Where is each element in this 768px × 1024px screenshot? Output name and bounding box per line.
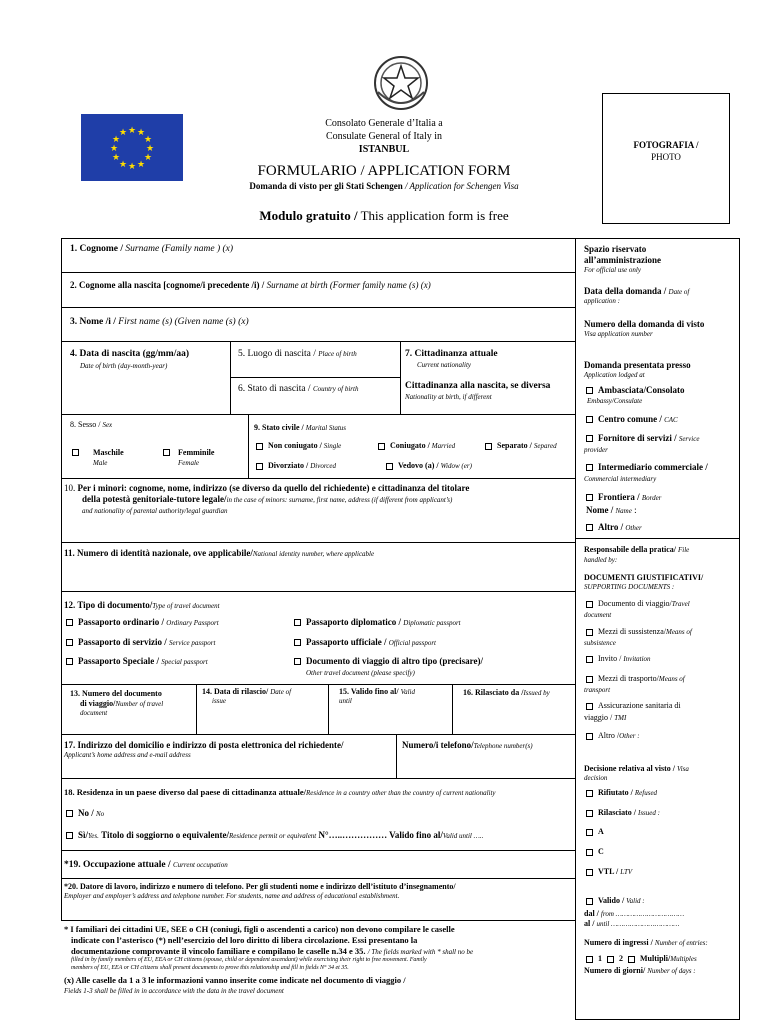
checkbox-border[interactable] bbox=[586, 494, 593, 501]
checkbox-male[interactable] bbox=[72, 449, 79, 456]
checkbox-ordinary[interactable] bbox=[66, 619, 73, 626]
official-title-1: Spazio riservato bbox=[584, 244, 647, 254]
checkbox-type-a[interactable] bbox=[586, 829, 593, 836]
checkbox-type-c[interactable] bbox=[586, 849, 593, 856]
svg-text:★: ★ bbox=[145, 144, 155, 154]
sb-docs-en: SUPPORTING DOCUMENTS : bbox=[584, 583, 675, 591]
sb-decision: Decisione relativa al visto / Visa bbox=[584, 764, 689, 773]
field-country-of-birth[interactable]: 6. Stato di nascita / Country of birth bbox=[238, 384, 359, 394]
svg-text:★: ★ bbox=[143, 153, 153, 163]
male-label-en: Male bbox=[93, 459, 108, 467]
sb-cac[interactable]: Centro comune / CAC bbox=[586, 414, 678, 424]
note-star-en-2: filled in by family members of EU, EEA or CH citizens (spouse, child or dependent ascendant) while exercising their right to free movement. Family bbox=[71, 957, 427, 963]
checkbox-provider[interactable] bbox=[586, 435, 593, 442]
sb-valid-until[interactable]: al / until …………………………… bbox=[584, 919, 680, 928]
sb-entries: Numero di ingressi / Number of entries: bbox=[584, 938, 708, 947]
sb-d-means[interactable]: Mezzi di sussistenza/Means of bbox=[586, 627, 692, 636]
svg-text:★: ★ bbox=[136, 128, 146, 138]
field-national-id[interactable]: 11. Numero di identità nazionale, ove applicabile/National identity number, where applicable bbox=[64, 548, 375, 558]
checkbox-official[interactable] bbox=[294, 639, 301, 646]
sb-number-en: Visa application number bbox=[584, 330, 653, 338]
subtitle-en: / Application for Schengen Visa bbox=[404, 181, 519, 191]
sb-provider[interactable]: Fornitore di servizi / Service bbox=[586, 433, 699, 443]
doc-other-en: Other travel document (please specify) bbox=[306, 669, 415, 677]
checkbox-embassy[interactable] bbox=[586, 387, 593, 394]
svg-text:★: ★ bbox=[127, 162, 137, 172]
sb-number: Numero della domanda di visto bbox=[584, 319, 705, 329]
sb-d-travel[interactable]: Documento di viaggio/Travel bbox=[586, 599, 690, 608]
note-x: (x) Alle caselle da 1 a 3 le informazioni vanno inserite come indicate nel documento di viaggio / bbox=[64, 975, 406, 985]
svg-text:★: ★ bbox=[118, 160, 128, 170]
checkbox-valid[interactable] bbox=[586, 898, 593, 905]
sb-other[interactable]: Altro / Other bbox=[586, 522, 642, 532]
marital-widow[interactable]: Vedovo (a) / Widow (er) bbox=[386, 461, 472, 470]
checkbox-diplomatic[interactable] bbox=[294, 619, 301, 626]
field-telephone[interactable]: Numero/i telefono/Telephone number(s) bbox=[402, 740, 533, 750]
sb-decision-en: decision bbox=[584, 774, 608, 782]
checkbox-other-docs[interactable] bbox=[586, 733, 593, 740]
marital-separated[interactable]: Separato / Separed bbox=[485, 441, 557, 450]
checkbox-issued[interactable] bbox=[586, 810, 593, 817]
doc-ordinary[interactable]: Passaporto ordinario / Ordinary Passport bbox=[66, 617, 219, 627]
checkbox-intermediary[interactable] bbox=[586, 464, 593, 471]
checkbox-separated[interactable] bbox=[485, 443, 492, 450]
marital-married[interactable]: Coniugato / Married bbox=[378, 441, 455, 450]
doc-other[interactable]: Documento di viaggio di altro tipo (precisare)/ bbox=[294, 656, 483, 666]
field-occupation[interactable]: *19. Occupazione attuale / Current occupation bbox=[64, 860, 228, 870]
field-issue-date[interactable]: 14. Data di rilascio/ Date of bbox=[202, 687, 292, 696]
field-nationality-at-birth[interactable]: Cittadinanza alla nascita, se diversa bbox=[405, 381, 551, 391]
field-surname[interactable]: 1. Cognome / Surname (Family name ) (x) bbox=[70, 244, 234, 254]
doc-diplomatic[interactable]: Passaporto diplomatico / Diplomatic passport bbox=[294, 617, 461, 627]
field-home-address[interactable]: 17. Indirizzo del domicilio e indirizzo di posta elettronica del richiedente/ bbox=[64, 740, 344, 750]
sb-lodged-en: Application lodged at bbox=[584, 371, 645, 379]
field-marital-label: 9. Stato civile / Marital Status bbox=[254, 423, 347, 432]
sb-d-insurance[interactable]: Assicurazione sanitaria di bbox=[586, 701, 681, 710]
free-en: This application form is free bbox=[360, 208, 509, 223]
field-nationality-at-birth-en: Nationality at birth, if different bbox=[405, 393, 492, 401]
checkbox-divorced[interactable] bbox=[256, 463, 263, 470]
sb-embassy-en: Embassy/Consulate bbox=[587, 397, 643, 405]
field-home-address-en: Applicant’s home address and e-mail address bbox=[64, 751, 191, 759]
sb-entries-options[interactable]: 1 2 Multipli/Multiples bbox=[586, 954, 697, 963]
field-doc-number-2: di viaggio/Number of travel bbox=[80, 699, 164, 708]
sb-intermediary[interactable]: Intermediario commerciale / bbox=[586, 462, 708, 472]
sb-type-c[interactable]: C bbox=[586, 847, 604, 856]
sb-issued[interactable]: Rilasciato / Issued : bbox=[586, 808, 660, 817]
checkbox-transport[interactable] bbox=[586, 676, 593, 683]
field-issue-date-en: issue bbox=[212, 697, 226, 705]
note-star-2: indicate con l’asterisco (*) nell’esercizio del loro diritto di libera circolazione. Essi presentano la bbox=[71, 935, 418, 945]
field-first-name[interactable]: 3. Nome /i / First name (s) (Given name (s) (x) bbox=[70, 317, 249, 327]
field-nationality[interactable]: 7. Cittadinanza attuale bbox=[405, 349, 498, 359]
doc-official[interactable]: Passaporto ufficiale / Official passport bbox=[294, 637, 436, 647]
field-residence: 18. Residenza in un paese diverso dal paese di cittadinanza attuale/Residence in a country other than the country of current nationality bbox=[64, 787, 496, 797]
checkbox-cac[interactable] bbox=[586, 416, 593, 423]
sb-d-transport-en: transport bbox=[584, 686, 611, 694]
checkbox-travel-doc[interactable] bbox=[586, 601, 593, 608]
svg-text:★: ★ bbox=[111, 135, 121, 145]
sb-refused[interactable]: Rifiutato / Refused bbox=[586, 788, 657, 797]
field-minor-guardian[interactable]: 10. Per i minori: cognome, nome, indirizzo (se diverso da quello del richiedente) e cittadinanza del titolare bbox=[64, 483, 470, 493]
checkbox-residence-no[interactable] bbox=[66, 810, 73, 817]
sb-handled-en: handled by: bbox=[584, 556, 618, 564]
official-title-2: all’amministrazione bbox=[584, 255, 661, 265]
sb-d-other[interactable]: Altro /Other : bbox=[586, 731, 640, 740]
svg-text:★: ★ bbox=[109, 144, 119, 154]
field-doc-number-en: document bbox=[80, 709, 108, 717]
note-star-en-3: members of EU, EEA or CH citizens shall present documents to prove this relationship and fill in fields N° 34 et 35. bbox=[71, 965, 349, 971]
male-label: Maschile bbox=[93, 448, 124, 457]
checkbox-service[interactable] bbox=[66, 639, 73, 646]
checkbox-female[interactable] bbox=[163, 449, 170, 456]
sb-type-vtl[interactable]: VTL / LTV bbox=[586, 867, 632, 876]
field-dob-en: Date of birth (day-month-year) bbox=[80, 362, 168, 370]
note-star-3: documentazione comprovante il vincolo familiare e compilano le caselle n.34 e 35. / The fields marked with * shall no be bbox=[71, 946, 474, 956]
field-doc-number[interactable]: 13. Numero del documento bbox=[70, 689, 162, 698]
svg-text:★: ★ bbox=[127, 126, 137, 136]
subtitle-it: Domanda di visto per gli Stati Schengen bbox=[249, 181, 403, 191]
field-dob-label[interactable]: 4. Data di nascita (gg/mm/aa) bbox=[70, 349, 190, 359]
female-label-en: Female bbox=[178, 459, 199, 467]
sex-male-option[interactable] bbox=[72, 447, 84, 457]
svg-text:★: ★ bbox=[111, 153, 121, 163]
field-employer[interactable]: *20. Datore di lavoro, indirizzo e numero di telefono. Per gli studenti nome e indirizzo dell’istituto d’insegnamento/ bbox=[64, 882, 456, 891]
sb-d-travel-en: document bbox=[584, 611, 612, 619]
checkbox-special[interactable] bbox=[66, 658, 73, 665]
doc-special[interactable]: Passaporto Speciale / Special passport bbox=[66, 656, 208, 666]
field-nationality-en: Current nationality bbox=[417, 361, 471, 369]
sb-date-en: application : bbox=[584, 297, 620, 305]
checkbox-insurance[interactable] bbox=[586, 703, 593, 710]
sb-d-means-en: subsistence bbox=[584, 639, 616, 647]
photo-label-it: FOTOGRAFIA / bbox=[633, 140, 699, 150]
sb-intermediary-en: Commercial intermediary bbox=[584, 475, 657, 483]
sb-valid-from[interactable]: dal / from …………………………… bbox=[584, 909, 685, 918]
field-issued-by[interactable]: 16. Rilasciato da /Issued by bbox=[463, 688, 550, 697]
sb-handled: Responsabile della pratica/ File bbox=[584, 545, 690, 554]
consulate-city: ISTANBUL bbox=[358, 144, 410, 155]
sb-lodged: Domanda presentata presso bbox=[584, 360, 691, 370]
consulate-en: Consulate General of Italy in bbox=[325, 131, 443, 142]
sb-name: Nome / Name : bbox=[586, 505, 637, 515]
residence-yes[interactable]: Sì/Yes. Titolo di soggiorno o equivalente/Residence permit or equivalent N°…..…………… Valido fino al/Valid until ….. bbox=[66, 830, 483, 840]
sb-docs: DOCUMENTI GIUSTIFICATIVI/ bbox=[584, 573, 704, 582]
field-sex-label: 8. Sesso / Sex bbox=[70, 420, 113, 429]
svg-text:★: ★ bbox=[143, 135, 153, 145]
checkbox-invitation[interactable] bbox=[586, 656, 593, 663]
residence-no[interactable]: No / No bbox=[66, 808, 104, 818]
checkbox-refused[interactable] bbox=[586, 790, 593, 797]
form-title: FORMULARIO / APPLICATION FORM bbox=[257, 163, 511, 179]
note-x-en: Fields 1-3 shall be filled in in accordance with the data in the travel document bbox=[64, 987, 284, 995]
doc-service[interactable]: Passaporto di servizio / Service passport bbox=[66, 637, 215, 647]
checkbox-means[interactable] bbox=[586, 629, 593, 636]
svg-text:★: ★ bbox=[136, 160, 146, 170]
sb-d-transport[interactable]: Mezzi di trasporto/Means of bbox=[586, 674, 685, 683]
checkbox-single[interactable] bbox=[256, 443, 263, 450]
sb-d-insurance-2: viaggio / TMI bbox=[584, 713, 627, 722]
checkbox-entries-2[interactable] bbox=[607, 956, 614, 963]
italian-emblem-icon bbox=[370, 52, 432, 114]
sb-border[interactable]: Frontiera / Border bbox=[586, 492, 661, 502]
checkbox-entries-1[interactable] bbox=[586, 956, 593, 963]
sb-type-a[interactable]: A bbox=[586, 827, 604, 836]
field-minor-guardian-2: della potestà genitoriale-tutore legale/in the case of minors: surname, first name, address (if different from applicant’s) bbox=[82, 494, 453, 504]
official-title-en: For official use only bbox=[584, 266, 641, 274]
field-employer-en: Employer and employer’s address and telephone number. For students, name and address of educational establishment. bbox=[64, 892, 400, 900]
svg-text:★: ★ bbox=[118, 128, 128, 138]
sb-date: Data della domanda / Date of bbox=[584, 286, 690, 296]
field-valid-until[interactable]: 15. Valido fino al/ Valid bbox=[339, 687, 415, 696]
field-surname-at-birth[interactable]: 2. Cognome alla nascita [cognome/i precedente /i) / Surname at birth (Former family name (s) (x) bbox=[70, 280, 431, 290]
field-minor-guardian-en: and nationality of parental authority/legal guardian bbox=[82, 507, 228, 515]
field-doc-type-label: 12. Tipo di documento/Type of travel document bbox=[64, 600, 220, 610]
checkbox-widow[interactable] bbox=[386, 463, 393, 470]
sb-days[interactable]: Numero di giorni/ Number of days : bbox=[584, 966, 696, 975]
marital-single[interactable]: Non coniugato / Single bbox=[256, 441, 341, 450]
sb-valid[interactable]: Valido / Valid : bbox=[586, 896, 645, 905]
marital-divorced[interactable]: Divorziato / Divorced bbox=[256, 461, 336, 470]
free-it: Modulo gratuito / bbox=[259, 208, 358, 223]
female-label: Femminile bbox=[178, 448, 215, 457]
checkbox-married[interactable] bbox=[378, 443, 385, 450]
photo-box[interactable] bbox=[602, 93, 730, 224]
field-place-of-birth[interactable]: 5. Luogo di nascita / Place of birth bbox=[238, 349, 357, 359]
sb-embassy[interactable]: Ambasciata/Consolato bbox=[586, 385, 685, 395]
note-star-1: * I familiari dei cittadini UE, SEE o CH (coniugi, figli o ascendenti a carico) non devono compilare le caselle bbox=[64, 924, 455, 934]
checkbox-other-doc[interactable] bbox=[294, 658, 301, 665]
field-valid-until-en: until bbox=[339, 697, 352, 705]
consulate-it: Consolato Generale d’Italia a bbox=[325, 118, 443, 129]
checkbox-entries-multiple[interactable] bbox=[628, 956, 635, 963]
photo-label-en: PHOTO bbox=[651, 152, 681, 162]
sb-provider-en: provider bbox=[584, 446, 608, 454]
sb-d-invitation[interactable]: Invito / Invitation bbox=[586, 654, 651, 663]
checkbox-other-lodged[interactable] bbox=[586, 524, 593, 531]
checkbox-type-vtl[interactable] bbox=[586, 869, 593, 876]
checkbox-residence-yes[interactable] bbox=[66, 832, 73, 839]
sex-female-option[interactable] bbox=[163, 447, 175, 457]
